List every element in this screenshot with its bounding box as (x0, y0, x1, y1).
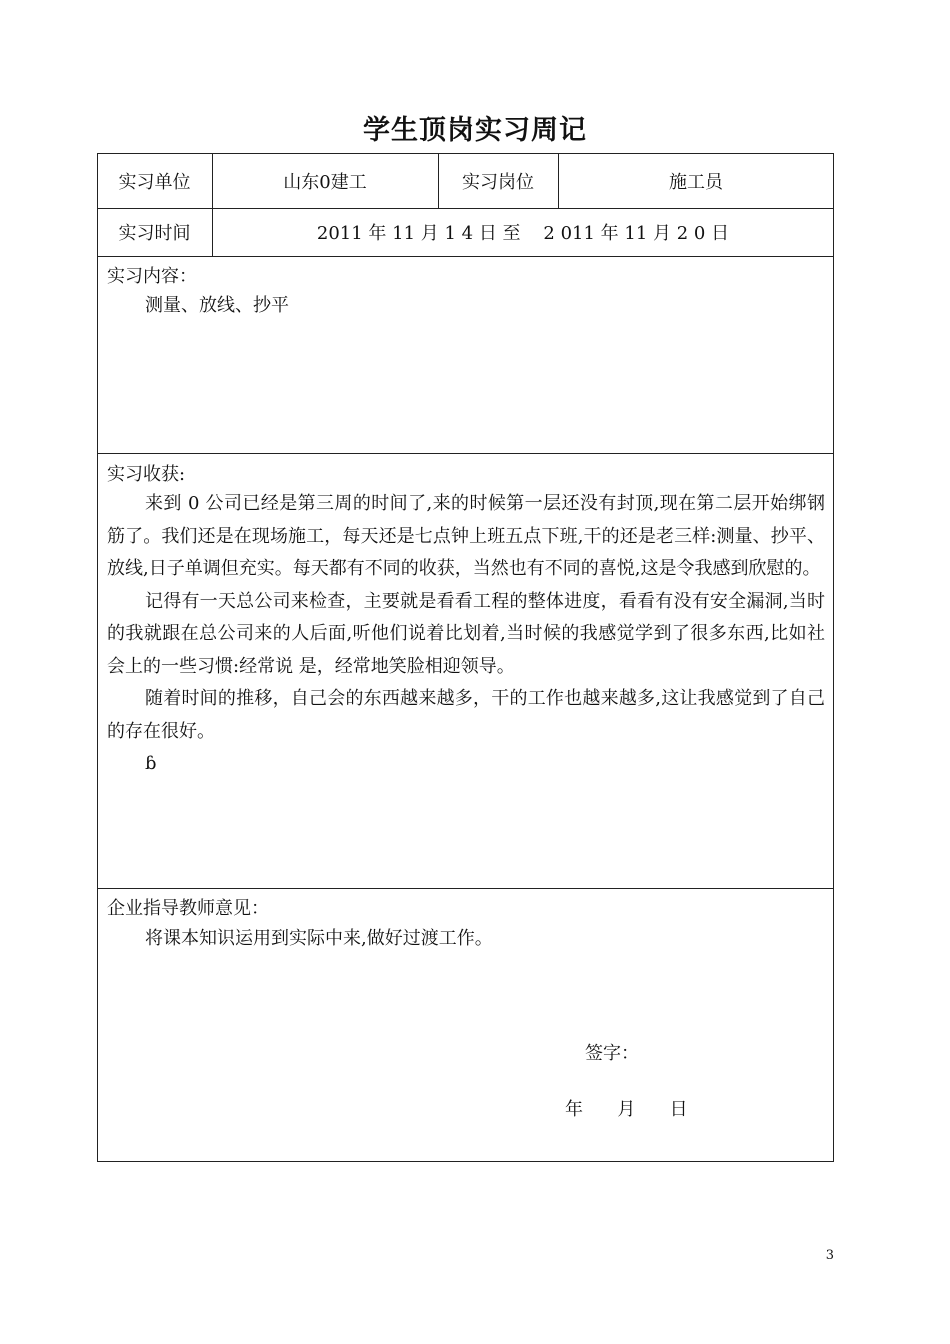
date-label: 年 月 日 (565, 1099, 688, 1120)
teacher-comment: 将课本知识运用到实际中来,做好过渡工作。 (145, 928, 493, 949)
row-divider (97, 256, 834, 257)
time-label: 实习时间 (118, 223, 191, 244)
row-divider (97, 453, 834, 454)
gains-paragraph: 来到 0 公司已经是第三周的时间了,来的时候第一层还没有封顶,现在第二层开始绑钢筋了。我们还是在现场施工，每天还是七点钟上班五点下班,干的还是老三样:测量、抄平、放线,日子单调但充实。每天都有不同的收获，当然也有不同的喜悦,这是令我感到欣慰的。 (107, 493, 825, 579)
page-title: 学生顶岗实习周记 (363, 115, 587, 146)
content-text: 测量、放线、抄平 (145, 295, 289, 316)
gains-body (107, 488, 825, 781)
post-label: 实习岗位 (462, 171, 534, 193)
signature-label: 签字： (585, 1043, 639, 1064)
gains-paragraph: ɓ (145, 753, 157, 774)
post-value: 施工员 (669, 171, 723, 193)
unit-label: 实习单位 (118, 171, 191, 193)
gains-paragraph: 随着时间的推移，自己会的东西越来越多，干的工作也越来越多,这让我感觉到了自己的存在很好。 (107, 688, 825, 742)
row-divider (97, 888, 834, 889)
page-number: 3 (825, 1248, 834, 1263)
gains-label: 实习收获: (107, 464, 186, 485)
time-value: 2011 年 11 月 1 4 日 至 2 011 年 11 月 2 0 日 (316, 223, 730, 244)
unit-value: 山东0建工 (283, 171, 367, 193)
teacher-label: 企业指导教师意见： (107, 898, 269, 919)
gains-paragraph: 记得有一天总公司来检查，主要就是看看工程的整体进度，看看有没有安全漏洞,当时的我就跟在总公司来的人后面,听他们说着比划着,当时候的我感觉学到了很多东西,比如社会上的一些习惯:经常说 是，经常地笑脸相迎领导。 (107, 590, 825, 677)
content-label: 实习内容： (107, 266, 197, 287)
